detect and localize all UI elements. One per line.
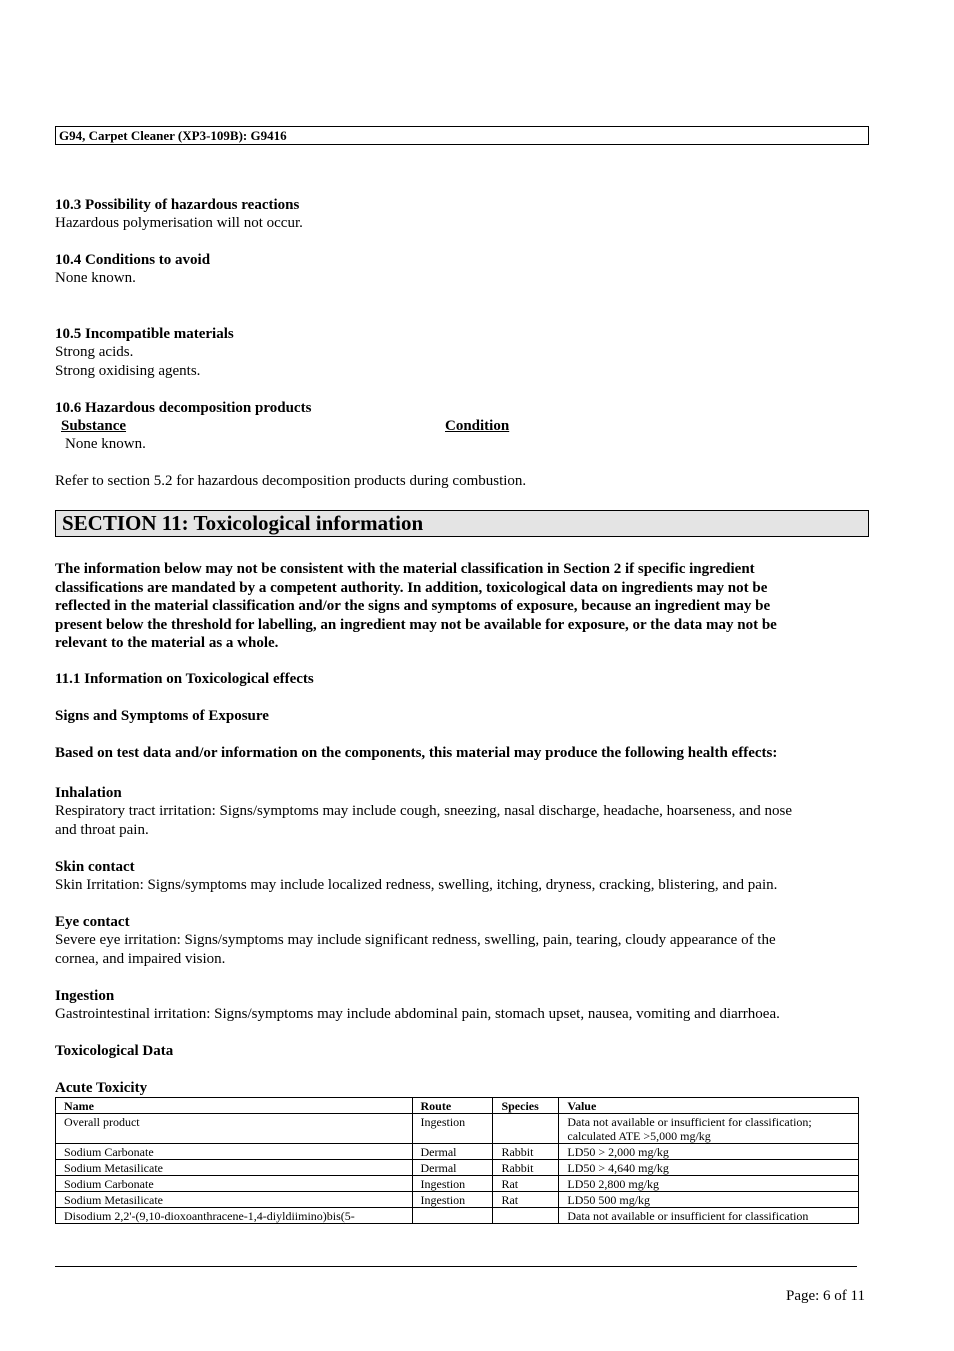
text-eye-contact-line: cornea, and impaired vision. xyxy=(55,951,226,967)
cell-route: Ingestion xyxy=(412,1176,493,1192)
cell-value: Data not available or insufficient for classification xyxy=(559,1208,859,1224)
cell-value: LD50 > 2,000 mg/kg xyxy=(559,1144,859,1160)
text-skin-contact: Skin Irritation: Signs/symptoms may include localized redness, swelling, itching, dryness, cracking, blistering, and pain. xyxy=(55,877,778,893)
cell-value: Data not available or insufficient for classification; calculated ATE >5,000 mg/kg xyxy=(559,1114,859,1144)
cell-name: Sodium Metasilicate xyxy=(56,1160,413,1176)
cell-species: Rat xyxy=(493,1192,559,1208)
column-header-substance: Substance xyxy=(61,418,127,434)
column-header-condition: Condition xyxy=(445,418,510,434)
cell-name: Overall product xyxy=(56,1114,413,1144)
cell-value: LD50 > 4,640 mg/kg xyxy=(559,1160,859,1176)
heading-signs-symptoms: Signs and Symptoms of Exposure xyxy=(55,708,269,724)
cell-route: Ingestion xyxy=(412,1114,493,1144)
heading-skin-contact: Skin contact xyxy=(55,859,135,875)
table-header-row xyxy=(56,1098,859,1114)
table-row xyxy=(56,1144,859,1160)
document-header: G94, Carpet Cleaner (XP3-109B): G9416 xyxy=(55,126,869,145)
text-eye-contact-line: Severe eye irritation: Signs/symptoms may include significant redness, swelling, pain, tearing, cloudy appearance of the xyxy=(55,932,776,948)
heading-inhalation: Inhalation xyxy=(55,785,122,801)
refer-text: Refer to section 5.2 for hazardous decomposition products during combustion. xyxy=(55,473,527,489)
column-header-species: Species xyxy=(493,1098,559,1114)
cell-species: Rabbit xyxy=(493,1160,559,1176)
intro-line: reflected in the material classification and/or the signs and symptoms of exposure, because an ingredient may be xyxy=(55,598,771,614)
health-effects-statement: Based on test data and/or information on the components, this material may produce the following health effects: xyxy=(55,745,778,761)
cell-value: LD50 2,800 mg/kg xyxy=(559,1176,859,1192)
intro-line: present below the threshold for labelling, an ingredient may not be available for exposure, or the data may not be xyxy=(55,616,777,633)
text-10-3: Hazardous polymerisation will not occur. xyxy=(55,215,303,231)
heading-eye-contact: Eye contact xyxy=(55,914,130,930)
intro-line: classifications are mandated by a competent authority. In addition, toxicological data on ingredients may not be xyxy=(55,579,768,596)
cell-species: Rabbit xyxy=(493,1144,559,1160)
column-header-route: Route xyxy=(412,1098,493,1114)
section-11-intro xyxy=(55,560,875,653)
column-header-value: Value xyxy=(559,1098,859,1114)
text-10-6-value: None known. xyxy=(65,436,146,452)
cell-species: Rat xyxy=(493,1176,559,1192)
cell-value: LD50 500 mg/kg xyxy=(559,1192,859,1208)
cell-name: Disodium 2,2'-(9,10-dioxoanthracene-1,4-diyldiimino)bis(5- xyxy=(56,1208,413,1224)
page-number: Page: 6 of 11 xyxy=(785,1288,865,1304)
text-inhalation-line: and throat pain. xyxy=(55,822,149,838)
text-ingestion: Gastrointestinal irritation: Signs/symptoms may include abdominal pain, stomach upset, nausea, vomiting and diarrhoea. xyxy=(55,1006,780,1022)
section-11-heading: SECTION 11: Toxicological information xyxy=(55,510,869,537)
heading-10-6: 10.6 Hazardous decomposition products xyxy=(55,400,312,416)
footer-divider xyxy=(55,1266,857,1267)
heading-10-3: 10.3 Possibility of hazardous reactions xyxy=(55,197,300,213)
heading-10-4: 10.4 Conditions to avoid xyxy=(55,252,211,268)
cell-route xyxy=(412,1208,493,1224)
table-row xyxy=(56,1176,859,1192)
heading-acute-toxicity: Acute Toxicity xyxy=(55,1080,148,1096)
cell-species xyxy=(493,1114,559,1144)
cell-name: Sodium Carbonate xyxy=(56,1176,413,1192)
column-header-name: Name xyxy=(56,1098,413,1114)
heading-11-1: 11.1 Information on Toxicological effects xyxy=(55,671,314,687)
heading-toxicological-data: Toxicological Data xyxy=(55,1043,174,1059)
heading-10-5: 10.5 Incompatible materials xyxy=(55,326,234,342)
cell-name: Sodium Metasilicate xyxy=(56,1192,413,1208)
text-10-4: None known. xyxy=(55,270,136,286)
text-inhalation-line: Respiratory tract irritation: Signs/symptoms may include cough, sneezing, nasal discharge, headache, hoarseness, and nose xyxy=(55,803,793,819)
table-row xyxy=(56,1160,859,1176)
text-10-5-line: Strong acids. xyxy=(55,344,134,360)
cell-name: Sodium Carbonate xyxy=(56,1144,413,1160)
intro-line: relevant to the material as a whole. xyxy=(55,635,279,651)
table-row xyxy=(56,1192,859,1208)
cell-route: Ingestion xyxy=(412,1192,493,1208)
table-row xyxy=(56,1114,859,1144)
cell-route: Dermal xyxy=(412,1160,493,1176)
acute-toxicity-table xyxy=(55,1097,859,1224)
cell-route: Dermal xyxy=(412,1144,493,1160)
cell-species xyxy=(493,1208,559,1224)
intro-line: The information below may not be consistent with the material classification in Section 2 if specific ingredient xyxy=(55,561,755,577)
text-10-5-line: Strong oxidising agents. xyxy=(55,363,201,379)
heading-ingestion: Ingestion xyxy=(55,988,115,1004)
table-row xyxy=(56,1208,859,1224)
